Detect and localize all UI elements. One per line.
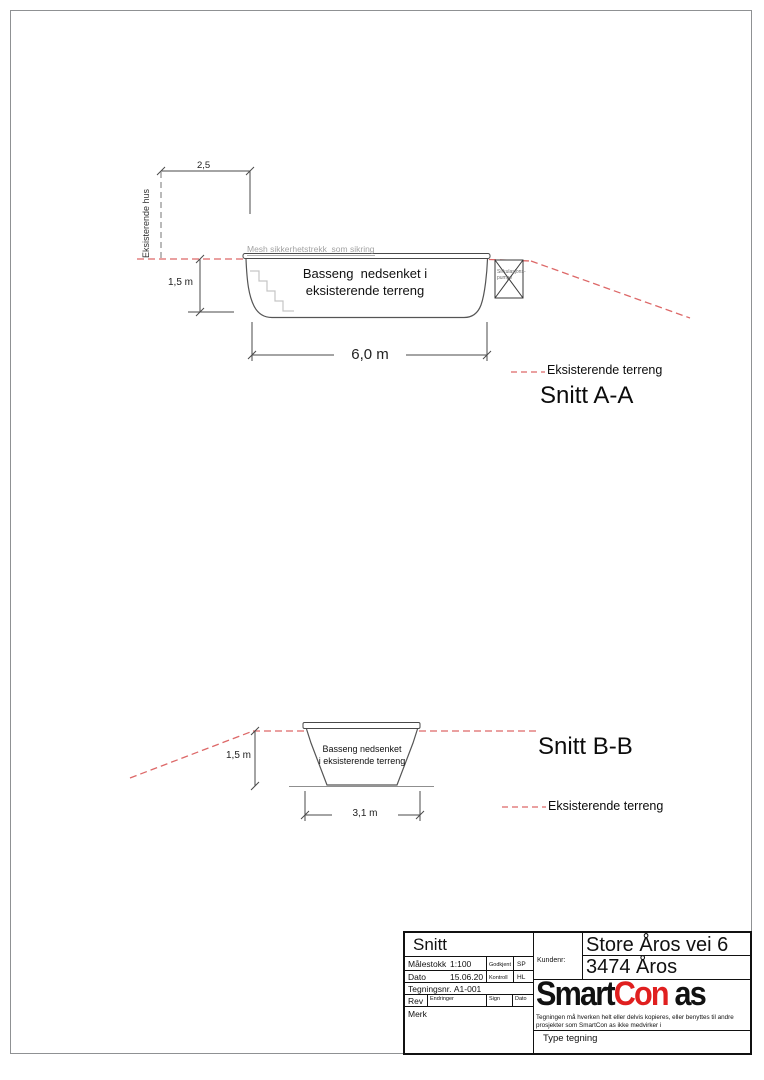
changes-label: Endringer xyxy=(430,995,454,1002)
divider-line xyxy=(582,933,583,979)
dim-depth-a-lines xyxy=(188,255,234,316)
drawing-number-label: Tegningsnr. xyxy=(408,984,452,994)
pump-label-line1: Sirkulasjons- xyxy=(497,269,526,275)
depth-a-label: 1,5 m xyxy=(167,277,193,288)
divider-line xyxy=(405,982,533,983)
divider-line xyxy=(486,994,487,1006)
divider-line xyxy=(486,956,487,982)
legend-b-label: Eksisterende terreng xyxy=(548,799,664,813)
date-value: 15.06.20 xyxy=(450,972,484,982)
pool-a-label xyxy=(268,265,462,299)
disclaimer-line2: prosjekter som SmartCon as ikke medvirker i xyxy=(536,1021,662,1029)
pump-label-line2: pumpe xyxy=(497,275,513,281)
approved-value: SP xyxy=(517,961,526,968)
pool-b-label xyxy=(305,743,419,767)
legend-a-label: Eksisterende terreng xyxy=(547,363,663,377)
section-b-linework xyxy=(130,723,546,822)
date-label: Dato xyxy=(408,972,426,982)
divider-line xyxy=(427,994,428,1006)
address-line2: 3474 Åros xyxy=(586,956,678,978)
divider-line xyxy=(405,1006,533,1007)
pool-a-label-line2: eksisterende terreng xyxy=(305,283,425,298)
width-b-label: 3,1 m xyxy=(332,808,398,819)
smartcon-logo xyxy=(536,977,705,1011)
customer-label: Kundenr: xyxy=(537,957,566,964)
pool-b-cover xyxy=(303,723,420,729)
sign-label: Sign xyxy=(489,995,501,1002)
pool-b-label-line1: Basseng nedsenket xyxy=(322,744,402,754)
divider-line xyxy=(533,933,534,1053)
section-b-title: Snitt B-B xyxy=(538,733,633,760)
rev-label: Rev xyxy=(408,996,424,1006)
width-a-label: 6,0 m xyxy=(334,346,406,363)
disclaimer-line1: Tegningen må hverken helt eller delvis kopieres, eller benyttes til andre xyxy=(536,1014,734,1021)
logo-part-con: Con xyxy=(613,975,668,1013)
mesh-cover-label: Mesh sikkerhetstrekk som sikring xyxy=(247,244,375,254)
dim-depth-b-lines xyxy=(251,727,259,790)
section-a-title: Snitt A-A xyxy=(540,382,634,409)
depth-b-label: 1,5 m xyxy=(225,750,251,761)
approved-label: Godkjent xyxy=(489,962,512,968)
pump-label xyxy=(497,269,526,281)
scale-label: Målestokk xyxy=(408,959,447,969)
control-label: Kontroll xyxy=(489,974,508,981)
address-line1: Store Åros vei 6 xyxy=(586,934,729,956)
pool-a-label-line1: Basseng nedsenket i xyxy=(302,266,428,281)
logo-part-smart: Smart xyxy=(536,975,614,1013)
note-label: Merk xyxy=(408,1009,427,1019)
title-block xyxy=(403,931,752,1055)
rev-date-label: Dato xyxy=(515,995,527,1002)
control-value: HL xyxy=(517,973,526,981)
dim-2-5-label: 2,5 xyxy=(197,160,211,171)
divider-line xyxy=(405,994,533,995)
scale-value: 1:100 xyxy=(450,959,472,969)
type-label: Type tegning xyxy=(543,1033,598,1044)
divider-line xyxy=(513,956,514,982)
pool-b-label-line2: i eksisterende terreng xyxy=(318,756,406,766)
logo-part-as: as xyxy=(667,975,705,1013)
house-label: Eksisterende hus xyxy=(141,188,151,258)
divider-line xyxy=(512,994,513,1006)
dim-2-5-lines xyxy=(157,167,254,214)
divider-line xyxy=(533,1030,750,1031)
drawing-number-value: A1-001 xyxy=(453,984,482,994)
titleblock-title: Snitt xyxy=(413,935,448,954)
drawing-number xyxy=(408,984,481,994)
